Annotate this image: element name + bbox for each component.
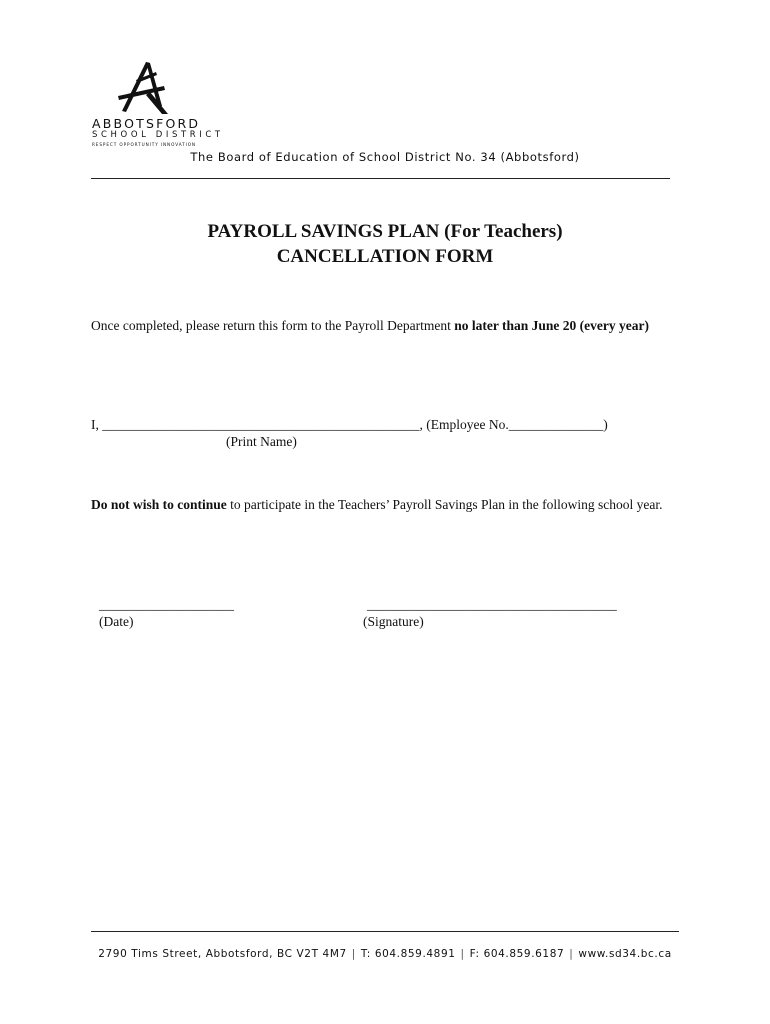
header-divider [91, 178, 670, 179]
signature-field[interactable]: _____________________________________ [367, 597, 617, 612]
date-label: (Date) [99, 614, 134, 629]
footer-fax: F: 604.859.6187 [469, 948, 565, 960]
return-instruction [91, 316, 681, 335]
decline-text: to participate in the Teachers’ Payroll Savings Plan in the following school year. [226, 497, 663, 512]
employee-no-label: , (Employee No. [419, 417, 509, 432]
district-logo [92, 62, 224, 148]
logo-name: ABBOTSFORD [92, 116, 201, 131]
footer-address: 2790 Tims Street, Abbotsford, BC V2T 4M7 [98, 948, 347, 960]
employee-no-close: ) [603, 417, 608, 432]
footer-separator: | [460, 948, 465, 960]
print-name-field[interactable]: _______________________________________________ [102, 417, 420, 432]
form-title-line-2: CANCELLATION FORM [276, 246, 494, 267]
signature-label: (Signature) [363, 614, 424, 629]
form-title-line-1: PAYROLL SAVINGS PLAN (For Teachers) [207, 221, 563, 242]
logo-tagline: RESPECT OPPORTUNITY INNOVATION [92, 142, 196, 147]
footer-website: www.sd34.bc.ca [578, 948, 672, 960]
decline-statement [91, 493, 687, 517]
employee-prefix: I, [91, 417, 103, 432]
employee-line [91, 417, 608, 433]
decline-bold: Do not wish to continue [91, 497, 227, 512]
footer-separator: | [351, 948, 356, 960]
date-field[interactable]: ____________________ [99, 597, 234, 612]
district-logo-mark-icon [112, 62, 170, 114]
footer-phone: T: 604.859.4891 [360, 948, 456, 960]
form-title [0, 219, 770, 269]
footer-separator: | [569, 948, 574, 960]
instruction-deadline: no later than June 20 (every year) [454, 318, 649, 333]
board-header: The Board of Education of School District No. 34 (Abbotsford) [190, 150, 580, 164]
employee-no-field[interactable]: ______________ [508, 417, 604, 432]
logo-subtitle: SCHOOL DISTRICT [92, 130, 224, 140]
footer-contact [0, 948, 770, 960]
instruction-text: Once completed, please return this form to the Payroll Department [91, 318, 455, 333]
footer-divider [91, 931, 679, 932]
print-name-label: (Print Name) [226, 434, 297, 449]
